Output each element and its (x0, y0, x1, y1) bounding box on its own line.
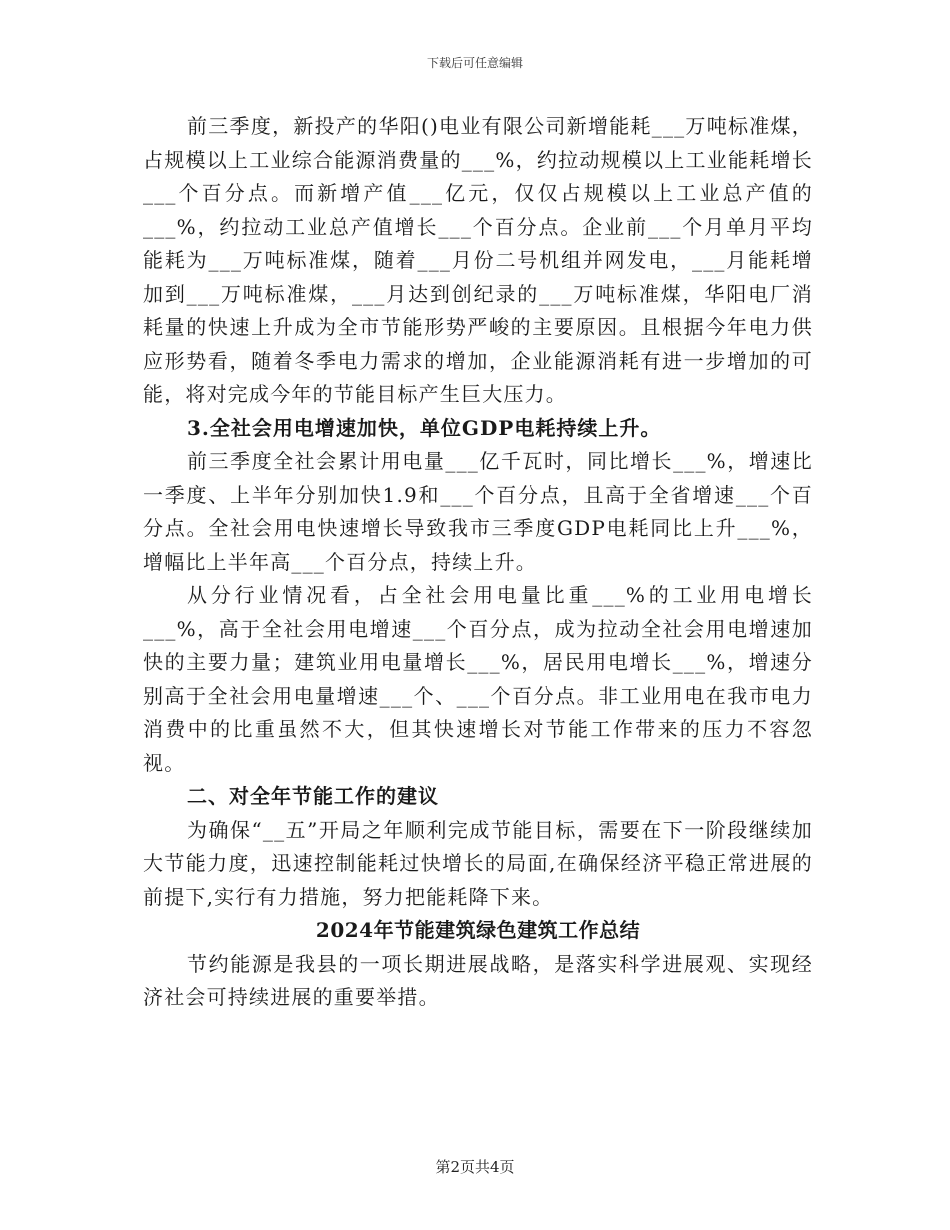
paragraph-huayang-power: 前三季度，新投产的华阳()电业有限公司新增能耗___万吨标准煤，占规模以上工业综合能源消费量的___%，约拉动规模以上工业能耗增长___个百分点。而新增产值___亿元，仅仅占规模以上工业总产值的___%，约拉动工业总产值增长___个百分点。企业前___个月单月平均能耗为___万吨标准煤，随着___月份二号机组并网发电，___月能耗增加到___万吨标准煤，___月达到创纪录的___万吨标准煤，华阳电厂消耗量的快速上升成为全市节能形势严峻的主要原因。且根据今年电力供应形势看，随着冬季电力需求的增加，企业能源消耗有进一步增加的可能，将对完成今年的节能目标产生巨大压力。 (143, 114, 813, 406)
paragraph-energy-saving-strategy: 节约能源是我县的一项长期进展战略，是落实科学进展观、实现经济社会可持续进展的重要举措。 (143, 951, 813, 1009)
paragraph-industry-breakdown: 从分行业情况看，占全社会用电量比重___%的工业用电增长___%，高于全社会用电增速___个百分点，成为拉动全社会用电增速加快的主要力量；建筑业用电量增长___%，居民用电增长___%，增速分别高于全社会用电量增速___个、___个百分点。非工业用电在我市电力消费中的比重虽然不大，但其快速增长对节能工作带来的压力不容忽视。 (143, 583, 813, 775)
heading-suggestions: 二、对全年节能工作的建议 (187, 784, 439, 808)
page-header: 下载后可任意编辑 (426, 56, 523, 70)
document-title-2024-summary: 2024年节能建筑绿色建筑工作总结 (315, 918, 641, 942)
document-body (143, 110, 813, 1015)
paragraph-electricity-total: 前三季度全社会累计用电量___亿千瓦时，同比增长___%，增速比一季度、上半年分别加快1.9和___个百分点，且高于全省增速___个百分点。全社会用电快速增长导致我市三季度GDP电耗同比上升___%，增幅比上半年高___个百分点，持续上升。 (143, 449, 813, 574)
page-footer: 第2页共4页 (435, 1158, 515, 1176)
paragraph-suggestions: 为确保“__五”开局之年顺利完成节能目标，需要在下一阶段继续加大节能力度，迅速控制能耗过快增长的局面,在确保经济平稳正常进展的前提下,实行有力措施，努力把能耗降下来。 (143, 817, 813, 909)
heading-electricity-growth: 3.全社会用电增速加快，单位GDP电耗持续上升。 (187, 415, 662, 440)
